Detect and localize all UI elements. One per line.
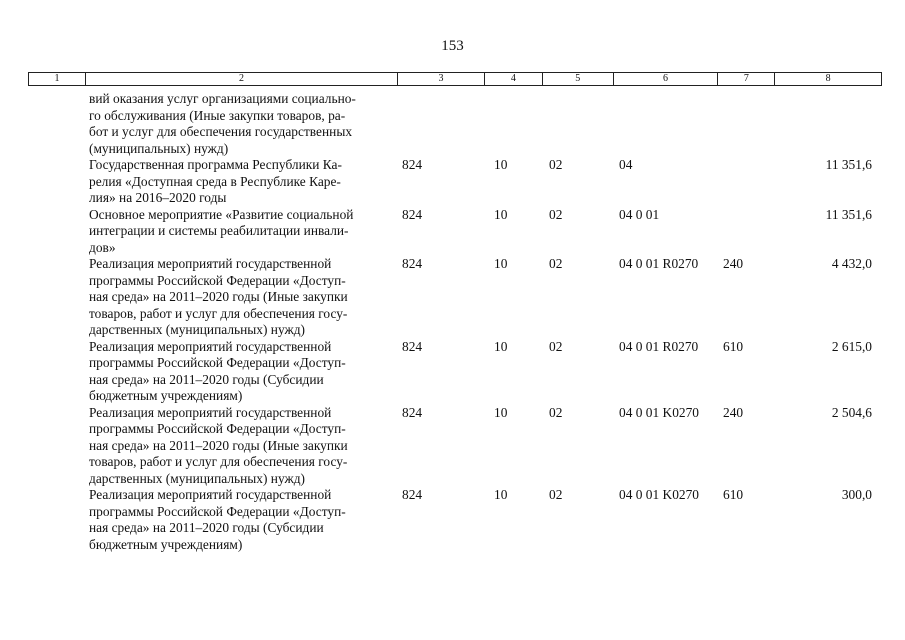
row-col-6: 04 0 01 [619, 206, 660, 222]
row-col-4 [485, 91, 543, 157]
row-col-8 [776, 91, 882, 157]
row-col-5: 02 [549, 157, 563, 172]
row-col-4: 10 [494, 206, 508, 222]
page-number: 153 [441, 38, 464, 54]
table-row [28, 256, 882, 339]
header-cell-6: 6 [614, 73, 719, 85]
row-col-5: 02 [549, 338, 563, 354]
header-cell-7: 7 [718, 73, 775, 85]
row-col-8: 11 351,6 [825, 157, 872, 172]
row-col-6: 04 0 01 K0270 [619, 404, 699, 420]
row-col-3: 824 [402, 206, 423, 222]
table-body [28, 91, 882, 553]
row-col-3: 824 [402, 256, 423, 271]
row-col-5: 02 [549, 256, 563, 271]
row-col-6 [614, 91, 719, 157]
table-row [28, 91, 882, 157]
table-header-row [28, 72, 882, 86]
table-row [28, 405, 882, 488]
header-cell-3: 3 [398, 73, 485, 85]
header-cell-1: 1 [29, 73, 86, 85]
row-col-8: 4 432,0 [831, 256, 872, 271]
row-col-7: 240 [723, 404, 744, 420]
header-cell-8: 8 [825, 73, 831, 84]
row-col-3: 824 [402, 157, 423, 172]
row-col-6: 04 0 01 R0270 [619, 256, 699, 271]
row-description: Реализация мероприятий государственной программы Российской Федерации «Доступ- ная среда» на 2011–2020 годы (Субсидии бюджетным учреждениям) [89, 338, 346, 403]
row-col-5: 02 [549, 487, 563, 502]
row-col-5 [543, 91, 614, 157]
row-col-6: 04 [619, 157, 633, 172]
row-description: Государственная программа Республики Ка- релия «Доступная среда в Республике Каре- лия» на 2016–2020 годы [89, 157, 342, 205]
row-col-8: 11 351,6 [825, 206, 872, 222]
row-col-7 [719, 207, 776, 257]
row-col-3: 824 [402, 404, 423, 420]
header-cell-5: 5 [543, 73, 614, 85]
row-col-6: 04 0 01 R0270 [619, 338, 699, 354]
row-col-6: 04 0 01 K0270 [619, 487, 699, 502]
table-row [28, 157, 882, 207]
row-description: Реализация мероприятий государственной программы Российской Федерации «Доступ- ная среда» на 2011–2020 годы (Субсидии бюджетным учреждениям) [89, 487, 346, 552]
row-col-3: 824 [402, 338, 423, 354]
row-col-7: 610 [723, 487, 744, 502]
row-col-5: 02 [549, 206, 563, 222]
row-col-8: 300,0 [841, 487, 872, 502]
row-col-7 [719, 157, 776, 207]
header-cell-4: 4 [485, 73, 543, 85]
row-col-4: 10 [494, 157, 508, 172]
table-row [28, 207, 882, 257]
row-description: Основное мероприятие «Развитие социальной интеграции и системы реабилитации инвали- дов» [89, 206, 354, 255]
row-col-3: 824 [402, 487, 423, 502]
row-col-8: 2 504,6 [831, 404, 872, 420]
row-col-7: 240 [723, 256, 744, 271]
row-col-8: 2 615,0 [831, 338, 872, 354]
row-description: вий оказания услуг организациями социально- го обслуживания (Иные закупки товаров, ра- бот и услуг для обеспечения государственных (муниципальных) нужд) [89, 91, 356, 156]
row-col-7 [719, 91, 776, 157]
row-col-7: 610 [723, 338, 744, 354]
row-col-3 [398, 91, 485, 157]
row-col-4: 10 [494, 338, 508, 354]
row-description: Реализация мероприятий государственной программы Российской Федерации «Доступ- ная среда» на 2011–2020 годы (Иные закупки товаров, работ и услуг для обеспечения госу- дарственных (муниципальных) нужд) [89, 256, 348, 337]
header-cell-2: 2 [86, 73, 398, 85]
table-row [28, 487, 882, 553]
table-row [28, 339, 882, 405]
row-description: Реализация мероприятий государственной программы Российской Федерации «Доступ- ная среда» на 2011–2020 годы (Иные закупки товаров, работ и услуг для обеспечения госу- дарственных (муниципальных) нужд) [89, 404, 348, 486]
row-col-4: 10 [494, 256, 508, 271]
row-col-5: 02 [549, 404, 563, 420]
row-col-4: 10 [494, 404, 508, 420]
row-col-4: 10 [494, 487, 508, 502]
